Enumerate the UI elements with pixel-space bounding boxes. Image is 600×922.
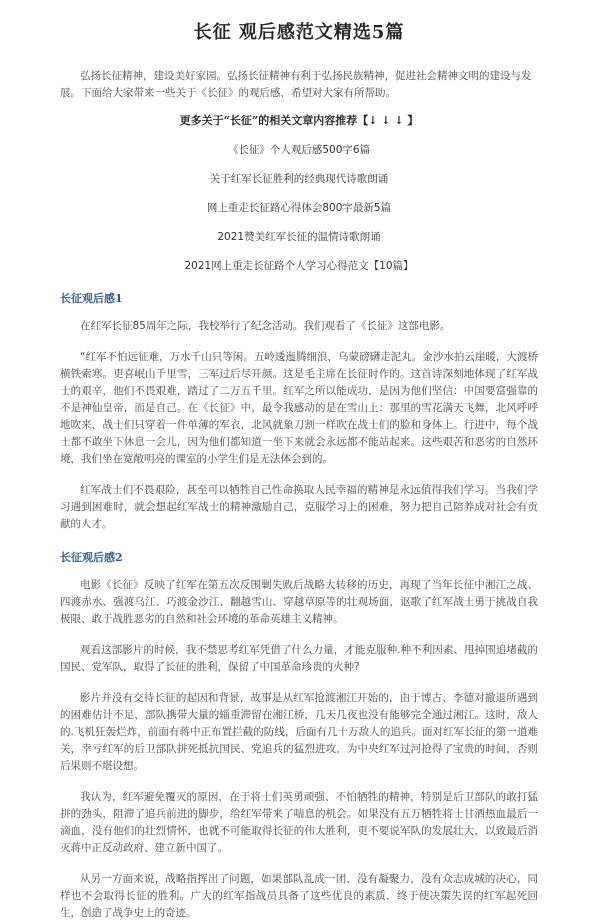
related-links (60, 142, 538, 274)
related-link-4[interactable] (60, 229, 538, 245)
related-link-3[interactable] (60, 200, 538, 216)
paragraph: 观看这部影片的时候，我不禁思考红军凭借了什么力量，才能克服种.种不利因素、甩掉围追堵截的国民、党军队，取得了长征的胜利，保留了中国革命珍贵的火种? (60, 644, 538, 673)
related-link-2[interactable] (60, 171, 538, 187)
related-link-text[interactable]: 2021网上重走长征路个人学习心得范文【10篇】 (184, 260, 414, 272)
related-link-text[interactable]: 《长征》个人观后感500字6篇 (227, 144, 371, 156)
section-1 (60, 290, 538, 533)
page-title: 长征 观后感范文精选5篇 (193, 22, 405, 43)
paragraph: 我认为，红军避免覆灭的原因，在于将士们英勇顽强、不怕牺牲的精神，特别是后卫部队的敢打猛拼的劲头，阻滞了追兵前进的脚步，给红军带来了喘息的机会。如果没有五万牺牲将士甘洒热血最后一滴血，没有他们的壮烈情怀，也就不可能取得长征的伟大胜利，更不要说军队的发展壮大，以致最后消灭蒋中正反动政府、建立新中国了。 (60, 791, 538, 854)
related-link-text[interactable]: 网上重走长征路心得体会800字最新5篇 (206, 202, 392, 214)
section-title: 长征观后感2 (60, 551, 123, 564)
paragraph: 红军战士们不畏艰险，甚至可以牺牲自己性命换取人民幸福的精神是永远值得我们学习。当我们学习遇到困难时，就会想起红军战士的精神激励自己，克服学习上的困难，努力把自己陪养成对社会有贡献的人才。 (60, 484, 538, 530)
paragraph: “红军不怕远征难，万水千山只等闲。五岭逶迤腾细浪，乌蒙磅礴走泥丸。金沙水拍云崖暖，大渡桥横铁索寒。更喜岷山千里雪，三军过后尽开颜。这是毛主席在长征时作的。这首诗深刻地体现了红军战士的艰辛，他们不畏艰难，踏过了二万五千里。红军之所以能成功，是因为他们坚信：中国要富强靠的不是神仙皇帝，而是自己。在《长征》中，最令我感动的是在雪山上：那里的雪花满天飞舞，北风呼呼地吹来，战士们只穿着一件单薄的军衣，北风就象刀割一样吹在战士们的脸和身体上。行进中，每个战士都不敢坐下休息一会儿，因为他们都知道一坐下来就会永远都不能站起来。这些艰苦和恶劣的自然环境，我们坐在宽敞明亮的课室的小学生们是无法体会到的。 (60, 351, 538, 465)
related-link-5[interactable] (60, 258, 538, 274)
related-link-text[interactable]: 关于红军长征胜利的经典现代诗歌朗诵 (209, 173, 389, 185)
paragraph: 电影《长征》反映了红军在第五次反围剿失败后战略大转移的历史，再现了当年长征中湘江之战、四渡赤水、强渡乌江、巧渡金沙江、翻越雪山、穿越草原等的壮观场面，讴歌了红军战士勇于挑战自我极限、敢于战胜恶劣的自然和社会环境的革命英雄主义精神。 (60, 579, 538, 625)
paragraph: 从另一方面来说，战略指挥出了问题，如果部队乱成一团，没有凝聚力，没有众志成城的决心，同样也不会取得长征的胜利。广大的红军指战员具备了这些优良的素质，终于使决策失误的红军起死回生，创造了战争史上的奇迹。 (60, 873, 538, 919)
related-link-1[interactable] (60, 142, 538, 158)
section-2 (60, 549, 538, 922)
section-title: 长征观后感1 (60, 292, 123, 305)
recommend-heading: 更多关于“长征”的相关文章内容推荐【↓ ↓ ↓ 】 (179, 114, 419, 127)
paragraph: 影片并没有交待长征的起因和背景，故事是从红军抢渡湘江开始的，由于博古、李德对撤退所遇到的困难估计不足，部队携带大量的辎重滞留在湘江桥，几天几夜也没有能够完全通过湘江。这时，敌人的.飞机狂轰烂炸，前面有蒋中正布置拦截的防线，后面有几十万敌人的追兵。面对红军长征的第一道难关，幸亏红军的后卫部队拼死抵抗国民、党追兵的猛烈进攻，为中央红军过河抢得了宝贵的时间，否则后果则不堪设想。 (60, 692, 538, 772)
intro-paragraph: 弘扬长征精神，建设美好家园。弘扬长征精神有利于弘扬民族精神，促进社会精神文明的建设与发展。下面给大家带来一些关于《长征》的观后感，希望对大家有所帮助。 (60, 70, 532, 99)
related-link-text[interactable]: 2021赞美红军长征的温情诗歌朗诵 (217, 231, 381, 243)
paragraph: 在红军长征85周年之际，我校举行了纪念活动。我们观看了《长征》这部电影。 (80, 320, 451, 332)
